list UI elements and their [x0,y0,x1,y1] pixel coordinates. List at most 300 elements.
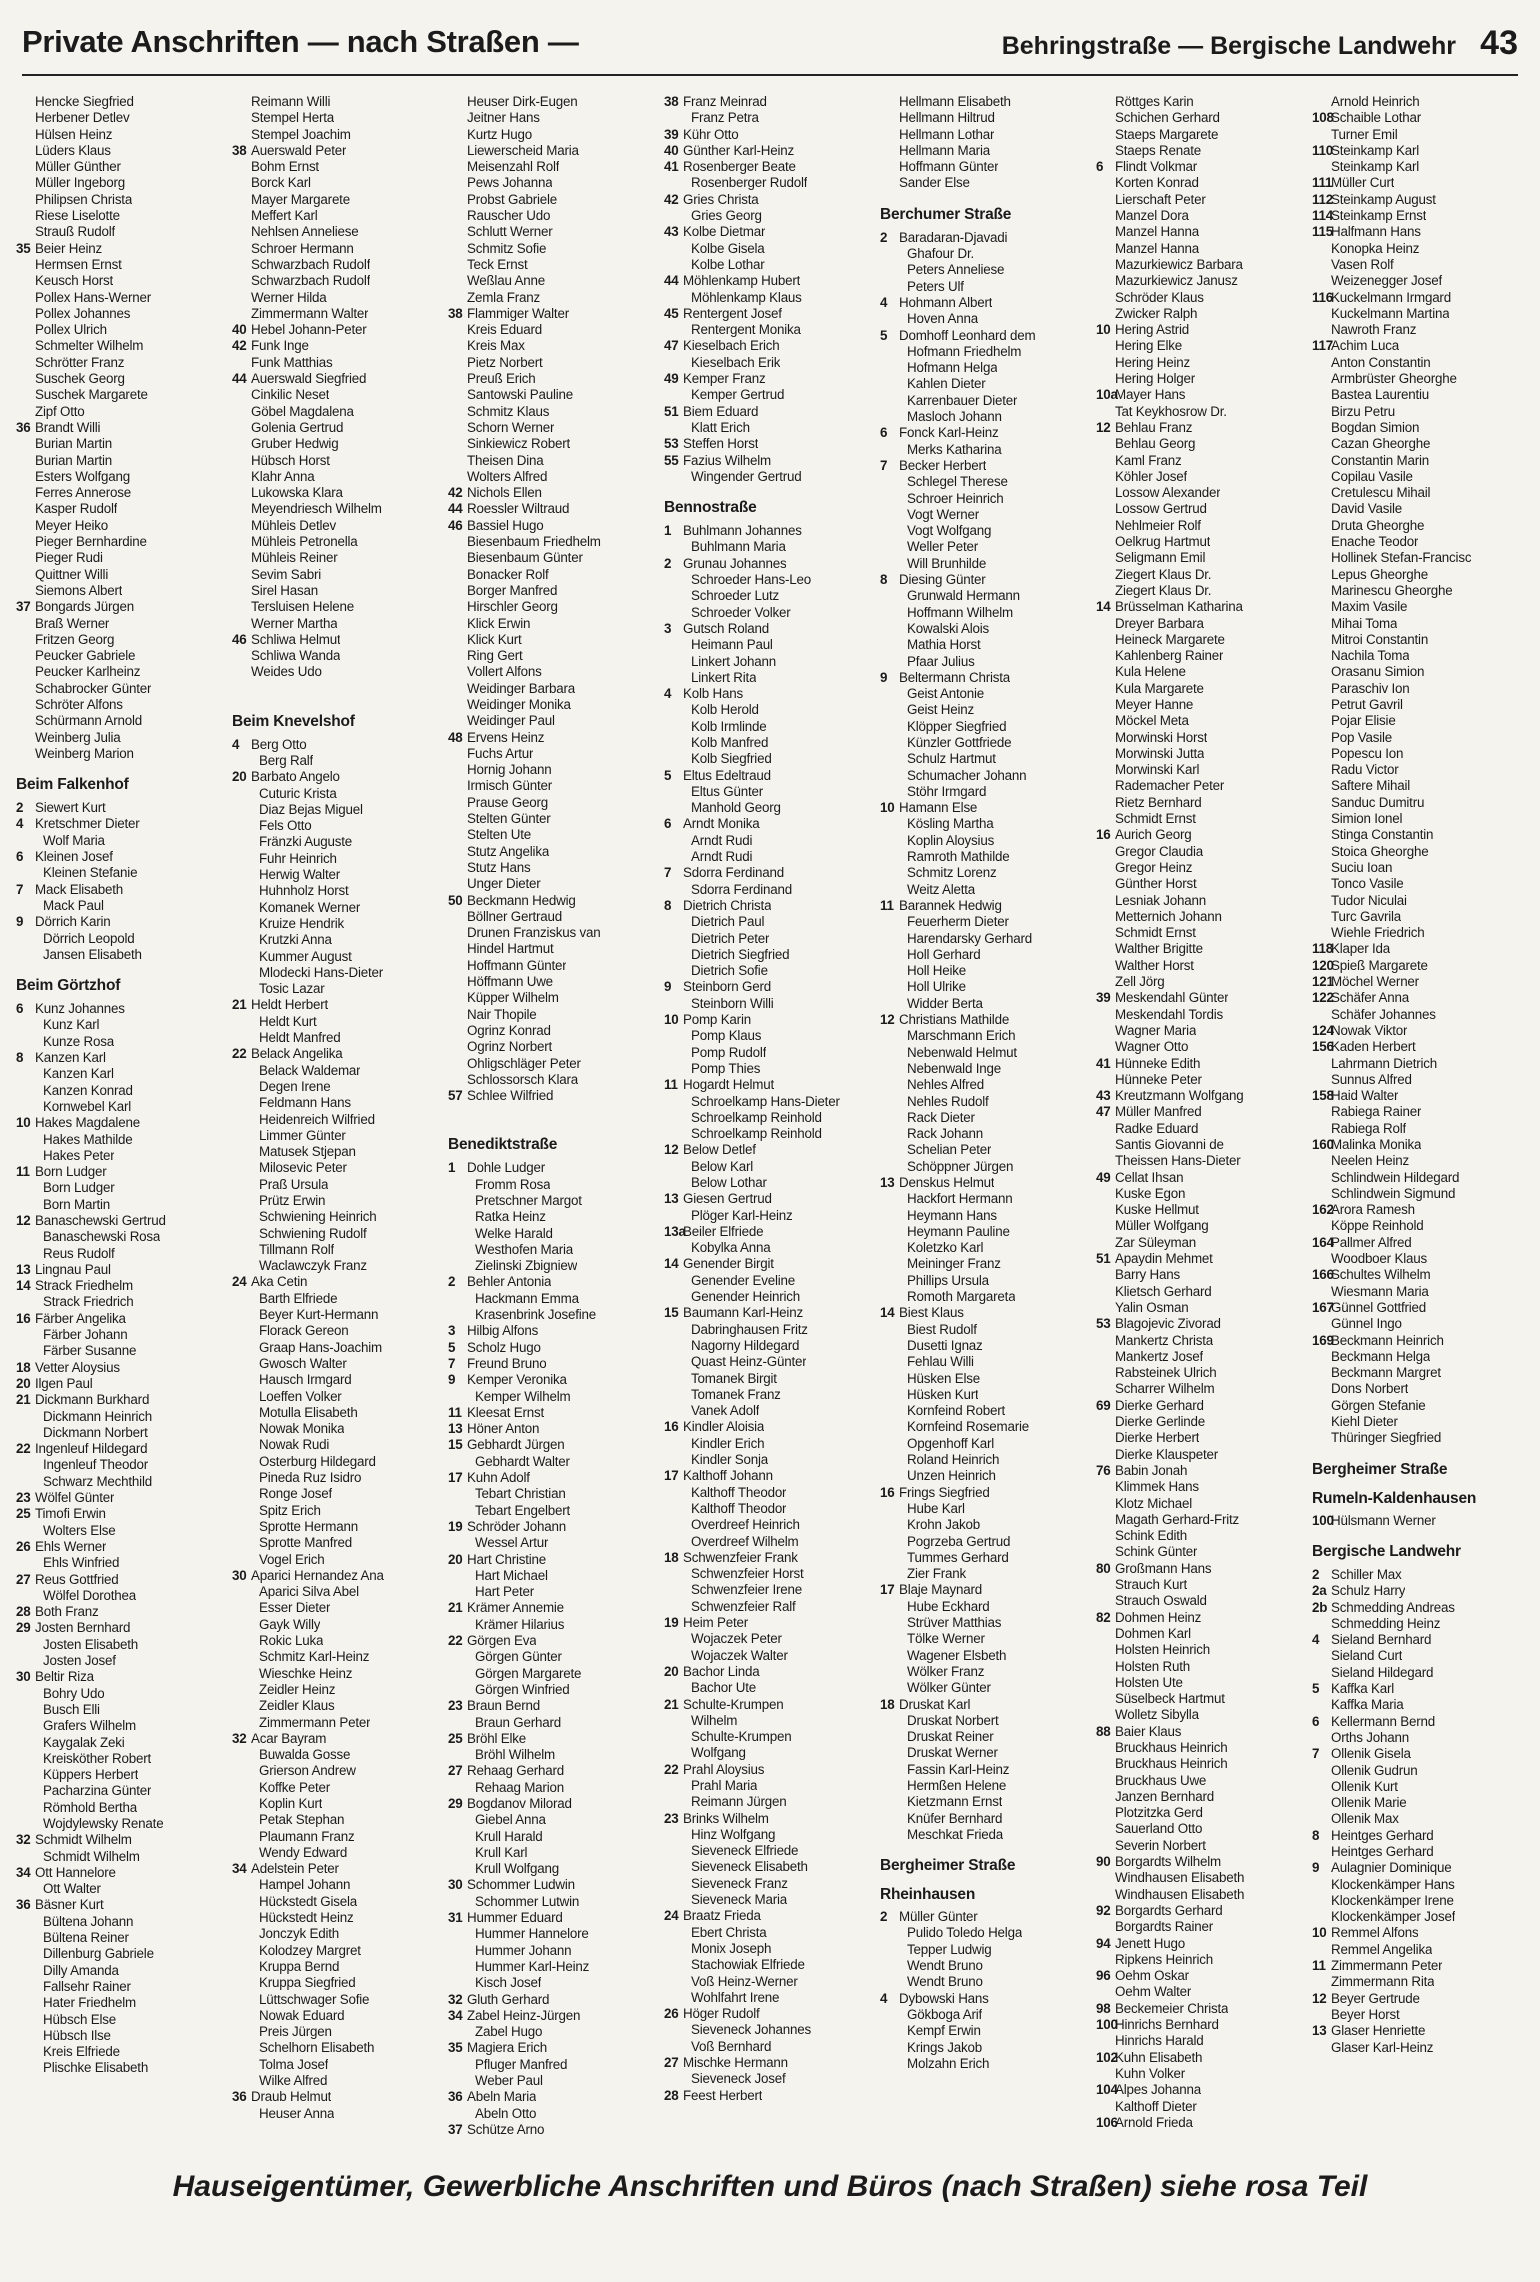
resident-entry [1096,436,1312,452]
house-number [880,262,899,278]
house-number [232,241,251,257]
resident-name: Schmidt Ernst [1115,925,1196,941]
resident-entry [664,1305,880,1321]
resident-entry [880,1012,1096,1028]
resident-entry [448,746,664,762]
resident-name: Höner Anton [467,1421,540,1437]
resident-entry [448,925,664,941]
resident-name: Karrenbauer Dieter [907,392,1018,408]
house-number [880,1794,899,1810]
resident-entry [232,1405,448,1421]
house-number [232,306,251,322]
resident-entry [664,1908,880,1924]
resident-entry [448,583,664,599]
resident-entry [232,469,448,485]
resident-name: Frings Siegfried [899,1484,990,1500]
resident-name: Linkert Rita [691,669,757,685]
resident-name: Nair Thopile [467,1006,537,1022]
resident-entry [1312,1958,1528,1974]
resident-entry [664,572,880,588]
resident-entry [880,1909,1096,1925]
resident-entry [1096,1854,1312,1870]
house-number [880,1224,899,1240]
street-heading: Berchumer Straße [880,205,1012,223]
resident-entry [448,1731,664,1747]
house-number: 30 [232,1567,247,1583]
house-number [448,110,467,126]
resident-name: Schmitz Klaus [467,403,550,419]
resident-name: Dietrich Paul [691,914,765,930]
resident-name: Schmelter Wilhelm [35,338,144,354]
resident-entry [664,1745,880,1761]
resident-entry [16,387,232,403]
house-number [664,800,683,816]
resident-entry [16,898,232,914]
resident-entry [1312,1186,1528,1202]
house-number: 19 [448,1518,463,1534]
house-number: 88 [1096,1723,1111,1739]
resident-name: Rosenberger Beate [683,159,796,175]
resident-name: Loeffen Volker [259,1388,342,1404]
resident-entry [232,257,448,273]
house-number [448,387,467,403]
house-number: 20 [448,1551,463,1567]
resident-entry [232,501,448,517]
house-number [664,1485,683,1501]
resident-entry [16,664,232,680]
house-number: 8 [664,897,672,913]
resident-name: Sprotte Manfred [259,1535,353,1551]
resident-entry [1096,322,1312,338]
house-number: 162 [1312,1202,1334,1218]
resident-name: Schmidt Wilhelm [35,1832,132,1848]
house-number [448,1039,467,1055]
resident-entry [448,1470,664,1486]
resident-entry [16,1360,232,1376]
house-number [880,2023,899,2039]
resident-name: Krämer Annemie [467,1600,564,1616]
resident-name: Metternich Johann [1115,908,1222,924]
house-number [1312,925,1331,941]
house-number [232,1291,251,1307]
house-number [232,1112,251,1128]
house-number [880,1713,899,1729]
resident-entry [1312,257,1528,273]
house-number [16,371,35,387]
resident-entry [880,784,1096,800]
house-number [1312,616,1331,632]
resident-name: Hube Karl [907,1500,965,1516]
house-number [1312,1665,1331,1681]
resident-entry [664,1436,880,1452]
resident-name: Prahl Aloysius [683,1761,765,1777]
resident-entry [16,800,232,816]
house-number [664,1582,683,1598]
resident-entry [448,1877,664,1893]
resident-name: Pieger Bernhardine [35,534,147,550]
resident-name: Esters Wolfgang [35,468,130,484]
house-number: 36 [448,2089,463,2105]
resident-name: Oehm Walter [1115,1984,1192,2000]
resident-entry [16,1278,232,1294]
house-number [880,751,899,767]
resident-entry [1312,1316,1528,1332]
house-number [1312,1170,1331,1186]
resident-entry [880,1697,1096,1713]
resident-name: Remmel Alfons [1331,1925,1419,1941]
resident-entry [1096,827,1312,843]
resident-name: Weizenegger Josef [1331,273,1442,289]
resident-name: Hohmann Albert [899,294,993,310]
resident-name: Pews Johanna [467,175,553,191]
resident-name: Zielinski Zbigniew [475,1258,578,1274]
house-number [1096,469,1115,485]
house-number [880,360,899,376]
resident-name: Below Detlef [683,1142,756,1158]
house-number [1312,681,1331,697]
resident-entry [1096,1773,1312,1789]
house-number [448,1812,467,1828]
house-number [232,900,251,916]
resident-name: Merks Katharina [907,441,1002,457]
resident-name: Scholz Hugo [467,1339,541,1355]
resident-name: Voß Bernhard [691,2038,772,2054]
resident-name: Vogt Werner [907,506,979,522]
house-number [1096,730,1115,746]
resident-name: Radu Victor [1331,762,1399,778]
resident-name: Kuhn Elisabeth [1115,2049,1203,2065]
resident-name: Kahlen Dieter [907,376,986,392]
house-number [1312,1349,1331,1365]
house-number: 36 [16,1897,31,1913]
resident-name: Görgen Günter [475,1649,562,1665]
resident-name: Kuske Egon [1115,1185,1186,1201]
resident-name: Biesenbaum Günter [467,550,583,566]
resident-name: Beiler Elfriede [683,1223,764,1239]
resident-name: Hencke Siegfried [35,94,134,109]
resident-name: Möhlenkamp Hubert [683,273,801,289]
resident-name: Auerswald Peter [251,142,347,158]
resident-entry [16,1392,232,1408]
resident-entry [1312,1365,1528,1381]
resident-entry [880,963,1096,979]
resident-name: Rietz Bernhard [1115,794,1202,810]
resident-entry [16,931,232,947]
resident-entry [1096,795,1312,811]
resident-entry [448,1894,664,1910]
resident-entry [16,290,232,306]
resident-name: Nehles Alfred [907,1077,985,1093]
house-number [1312,811,1331,827]
resident-entry [1096,1365,1312,1381]
resident-entry [448,273,664,289]
resident-entry [664,654,880,670]
house-number: 38 [664,94,679,109]
house-number [16,1327,35,1343]
resident-entry [1096,192,1312,208]
house-number [16,1735,35,1751]
resident-entry [880,1419,1096,1435]
resident-name: Mack Paul [43,897,104,913]
house-number [1096,1153,1115,1169]
resident-entry [448,1747,664,1763]
house-number [880,409,899,425]
resident-name: Pop Vasile [1331,729,1393,745]
resident-entry [664,469,880,485]
resident-name: Fels Otto [259,818,312,834]
resident-name: Sander Else [899,175,970,191]
resident-name: Meskendahl Günter [1115,990,1229,1006]
house-number [880,1501,899,1517]
resident-name: Hübsch Else [43,2011,116,2027]
house-number: 8 [16,1050,24,1066]
house-number [664,539,683,555]
house-number: 43 [1096,1088,1111,1104]
house-number [16,534,35,550]
house-number [880,931,899,947]
resident-name: Weber Paul [475,2073,543,2089]
house-number [16,127,35,143]
resident-name: Matusek Stjepan [259,1144,356,1160]
resident-name: Marschmann Erich [907,1028,1016,1044]
house-number [880,1354,899,1370]
resident-name: Schumacher Johann [907,767,1027,783]
resident-entry [880,1289,1096,1305]
house-number [1312,746,1331,762]
resident-entry [880,279,1096,295]
house-number [664,1957,683,1973]
resident-entry [448,110,664,126]
resident-name: Heintges Gerhard [1331,1827,1434,1843]
house-number [664,1729,683,1745]
resident-entry [880,686,1096,702]
house-number [1312,567,1331,583]
house-number [232,1780,251,1796]
resident-entry [1096,404,1312,420]
resident-entry [1312,827,1528,843]
resident-entry [1096,1724,1312,1740]
resident-entry [664,1012,880,1028]
house-number [1312,387,1331,403]
resident-entry [16,1474,232,1490]
resident-name: Kieselbach Erik [691,354,781,370]
house-number: 19 [664,1615,679,1631]
house-number [1096,1984,1115,2000]
resident-name: Zimmermann Peter [259,1714,371,1730]
house-number [232,550,251,566]
house-number [448,1193,467,1209]
resident-entry [664,1664,880,1680]
resident-name: Bongards Jürgen [35,599,134,615]
resident-entry [448,469,664,485]
resident-name: Dörrich Karin [35,914,111,930]
house-number: 2 [1312,1566,1320,1582]
house-number [880,159,899,175]
resident-name: Bruckhaus Uwe [1115,1772,1207,1788]
resident-entry [1096,893,1312,909]
spacer [448,1104,664,1122]
resident-entry [448,1340,664,1356]
house-number [16,567,35,583]
resident-name: Stöhr Irmgard [907,783,987,799]
resident-name: Suciu Ioan [1331,859,1393,875]
house-number [1096,1447,1115,1463]
house-number [1096,1642,1115,1658]
house-number [1096,1349,1115,1365]
resident-name: Hofmann Friedhelm [907,343,1022,359]
resident-name: Mischke Hermann [683,2055,788,2071]
resident-name: Hünneke Edith [1115,1055,1201,1071]
resident-name: Biest Rudolf [907,1321,977,1337]
resident-name: Burian Martin [35,452,113,468]
house-number [664,2071,683,2087]
house-number [880,784,899,800]
resident-entry [880,621,1096,637]
house-number [448,534,467,550]
resident-entry [880,425,1096,441]
house-number: 5 [448,1339,456,1355]
resident-name: Möchel Werner [1331,974,1419,990]
resident-name: Mihai Toma [1331,615,1398,631]
resident-entry [1096,1414,1312,1430]
resident-entry [1096,534,1312,550]
resident-name: Ott Hannelore [35,1864,116,1880]
resident-name: Küpper Wilhelm [467,990,559,1006]
house-number [1312,632,1331,648]
house-number [448,1715,467,1731]
resident-name: Prütz Erwin [259,1193,326,1208]
house-number [880,833,899,849]
house-number [664,963,683,979]
resident-entry [1096,844,1312,860]
house-number [1312,1430,1331,1446]
resident-entry [448,974,664,990]
house-number [448,1568,467,1584]
resident-name: Bruckhaus Heinrich [1115,1756,1228,1772]
resident-name: Peters Anneliese [907,262,1005,278]
resident-name: Mankertz Josef [1115,1348,1203,1364]
resident-name: Kanzen Konrad [43,1082,133,1098]
house-number [448,436,467,452]
resident-name: Dörrich Leopold [43,930,135,946]
house-number: 32 [16,1832,31,1848]
resident-entry [232,883,448,899]
resident-entry [232,241,448,257]
street-heading: Bergheimer Straße [880,1857,1016,1875]
resident-name: Fallsehr Rainer [43,1978,131,1994]
resident-entry [16,1946,232,1962]
resident-name: Orasanu Simion [1331,664,1425,680]
resident-name: Siemons Albert [35,582,123,598]
resident-entry [448,241,664,257]
resident-name: Funk Matthias [251,354,333,370]
house-number [232,2106,251,2122]
resident-name: Hart Peter [475,1584,535,1600]
house-number [880,1061,899,1077]
house-number [664,1061,683,1077]
house-number [232,1633,251,1649]
resident-name: Werner Martha [251,615,338,631]
resident-entry [16,257,232,273]
house-number [1096,876,1115,892]
house-number [232,453,251,469]
resident-name: Meffert Karl [251,208,318,224]
house-number [232,567,251,583]
house-number [1096,893,1115,909]
house-number [232,404,251,420]
resident-name: Wojacz​ek Peter [691,1631,782,1647]
resident-entry [1096,778,1312,794]
resident-name: Schütze Arno [467,2121,545,2137]
resident-name: Sieveneck Elfriede [691,1843,799,1859]
house-number [664,1631,683,1647]
house-number [664,387,683,403]
resident-name: Ilgen Paul [35,1375,93,1391]
resident-entry [448,371,664,387]
house-number [448,616,467,632]
resident-entry [232,208,448,224]
resident-name: Kaffka Maria [1331,1697,1404,1713]
resident-entry [664,588,880,604]
resident-entry [664,1387,880,1403]
resident-name: Pollex Hans-Werner [35,289,151,305]
resident-name: Wolters Alfred [467,468,548,484]
resident-entry [1096,1984,1312,2000]
resident-name: Waclawczyk Franz [259,1258,367,1274]
resident-entry [1096,1170,1312,1186]
resident-name: Hüsken Kurt [907,1386,979,1402]
resident-entry [880,474,1096,490]
house-number: 36 [16,419,31,435]
resident-name: Hübsch Horst [251,452,330,468]
house-number [448,909,467,925]
resident-entry [448,290,664,306]
house-number [16,1849,35,1865]
resident-name: Grierson Andrew [259,1763,356,1779]
house-number: 6 [16,849,24,865]
resident-name: Dybowski Hans [899,1990,989,2006]
resident-entry [16,338,232,354]
house-number: 25 [448,1730,463,1746]
house-number [1096,1381,1115,1397]
resident-name: Braß Werner [35,615,110,631]
resident-entry [664,420,880,436]
house-number: 18 [664,1549,679,1565]
resident-name: Ollenik Kurt [1331,1778,1398,1794]
house-number: 14 [880,1305,895,1321]
resident-entry [16,1897,232,1913]
resident-entry [880,1517,1096,1533]
resident-entry [880,637,1096,653]
resident-name: Schröder Klaus [1115,289,1204,305]
resident-name: Pieger Rudi [35,550,103,566]
resident-name: Kasper Rudolf [35,501,118,517]
resident-entry [16,1979,232,1995]
resident-name: Mathia Horst [907,637,981,653]
resident-entry [232,1877,448,1893]
resident-entry [16,1751,232,1767]
resident-entry [664,865,880,881]
resident-entry [1312,1632,1528,1648]
resident-name: Gregor Claudia [1115,843,1204,859]
resident-name: Tepper Ludwig [907,1941,992,1957]
resident-entry [664,1077,880,1093]
resident-entry [16,567,232,583]
resident-name: Mankertz Christa [1115,1332,1214,1348]
resident-name: Rokic Luka [259,1633,324,1649]
resident-entry [16,306,232,322]
house-number [16,501,35,517]
